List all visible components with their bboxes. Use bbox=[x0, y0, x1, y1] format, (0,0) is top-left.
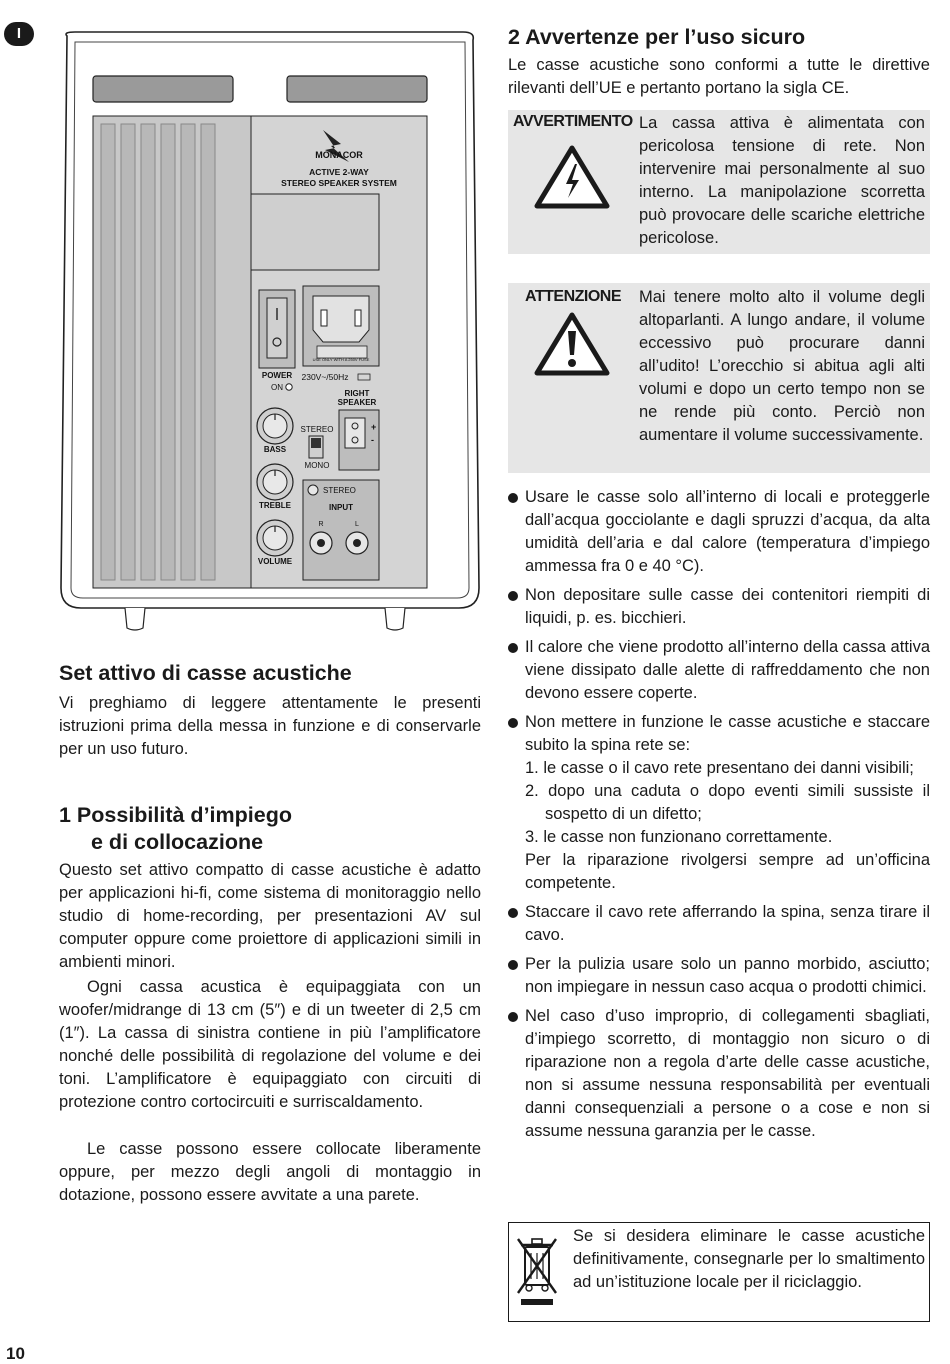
intro-paragraph: Vi preghiamo di leggere attentamente le presenti istruzioni prima della messa in funzione e di conservarle per un uso futuro. bbox=[59, 694, 481, 758]
on-label: ON bbox=[271, 383, 283, 392]
section2-intro-text: Le casse acustiche sono conformi a tutte le direttive rilevanti dell’UE e pertanto portano la sigla bbox=[508, 56, 930, 97]
fuse-label: USE ONLY WITH A 250V FUSE bbox=[312, 357, 370, 362]
brand-logo-text: MONACOR bbox=[315, 150, 363, 160]
bullet-text: Staccare il cavo rete afferrando la spina, senza tirare il cavo. bbox=[525, 903, 930, 944]
caution-box bbox=[508, 283, 930, 473]
list-item bbox=[508, 953, 930, 999]
bullet-text: Usare le casse solo all’interno di locali e proteggerle dall’acqua gocciolante e dagli spruzzi d’acqua, da alta umidità dell’aria e dal calore (temperatura d’impiego ammessa fra 0 e 40 °C). bbox=[525, 488, 930, 575]
bass-label: BASS bbox=[263, 445, 287, 454]
right-speaker-label-1: RIGHT bbox=[344, 389, 370, 398]
disposal-text: Se si desidera eliminare le casse acustiche definitivamente, consegnarle per lo smaltimento ad un’istituzione locale per il riciclaggio. bbox=[573, 1227, 925, 1291]
crossed-out-bin-icon bbox=[515, 1233, 559, 1309]
list-item bbox=[508, 584, 930, 630]
bullet-icon bbox=[508, 493, 518, 503]
bullet-icon bbox=[508, 960, 518, 970]
volume-label: VOLUME bbox=[257, 557, 293, 566]
treble-label: TREBLE bbox=[259, 501, 291, 510]
input-r-label: R bbox=[318, 521, 324, 528]
bullet-text: Non mettere in funzione le casse acustiche e staccare subito la spina rete se: bbox=[525, 713, 930, 754]
plus-terminal-label: + bbox=[371, 422, 377, 432]
bullet-icon bbox=[508, 1012, 518, 1022]
section2-intro bbox=[508, 54, 930, 100]
sub-list-item: 2. dopo una caduta o dopo eventi simili sussiste il sospetto di un difetto; bbox=[525, 782, 930, 823]
document-title: Set attivo di casse acustiche bbox=[59, 661, 352, 685]
page-number: 10 bbox=[6, 1344, 25, 1363]
bullet-icon bbox=[508, 908, 518, 918]
input-l-label: L bbox=[355, 521, 359, 528]
speaker-rear-panel-illustration bbox=[55, 28, 485, 633]
section1-paragraph-2: Ogni cassa acustica è equipaggiata con un woofer/midrange di 13 cm (5″) e di un tweeter di 2,5 cm (1″). La cassa di sinistra contiene in più l’amplificatore nonché delle possibilità di regolazione del volume e dei toni. L’amplificatore è equipaggiato con circuiti di protezione contro cortocircuiti e surriscaldamento. bbox=[59, 978, 481, 1111]
list-item bbox=[508, 711, 930, 895]
list-item bbox=[508, 1005, 930, 1143]
bullet-text: Il calore che viene prodotto all’interno della cassa attiva viene dissipato dalle alette di raffreddamento che non devono essere coperte. bbox=[525, 638, 930, 702]
safety-bullet-list bbox=[508, 486, 930, 1149]
warning-box bbox=[508, 110, 930, 254]
section1-heading-line2: e di collocazione bbox=[91, 830, 264, 854]
bullet-icon bbox=[508, 643, 518, 653]
stereo-switch-label: STEREO bbox=[300, 425, 334, 434]
exclamation-warning-icon bbox=[534, 311, 610, 377]
numbered-sub-list bbox=[525, 757, 930, 849]
electric-hazard-icon bbox=[534, 144, 610, 210]
model-label-line1: ACTIVE 2-WAY bbox=[309, 167, 369, 177]
bullet-text: Non depositare sulle casse dei contenitori riempiti di liquidi, p. es. bicchieri. bbox=[525, 586, 930, 627]
section1-paragraph-3: Le casse possono essere collocate liberamente oppure, per mezzo degli angoli di montaggio in dotazione, possono essere avvitate a una parete. bbox=[59, 1140, 481, 1204]
bullet-text: Nel caso d’uso improprio, di collegamenti sbagliati, d’impiego scorretto, di montaggio non sicuro o di riparazione non a regola d’arte delle casse acustiche, non si assume nessuna responsabilità per eventuali danni consequenziali a persone o a cose e non si assume nessuna garanzia per le casse. bbox=[525, 1007, 930, 1140]
list-item bbox=[508, 901, 930, 947]
right-speaker-label-2: SPEAKER bbox=[337, 398, 377, 407]
minus-terminal-label: - bbox=[371, 435, 374, 445]
disposal-notice-box bbox=[508, 1222, 930, 1322]
sub-list-item: 3. le casse non funzionano correttamente. bbox=[525, 828, 833, 846]
language-badge: I bbox=[4, 22, 34, 46]
list-item bbox=[508, 636, 930, 705]
warning-text: La cassa attiva è alimentata con pericolosa tensione di rete. Non intervenire mai personalmente al suo interno. La manipolazione scorretta può provocare delle scariche elettriche pericolose. bbox=[639, 114, 925, 247]
model-label-line2: STEREO SPEAKER SYSTEM bbox=[281, 178, 397, 188]
section1-heading-line1: 1 Possibilità d’impiego bbox=[59, 803, 292, 827]
bullet-icon bbox=[508, 591, 518, 601]
warning-label: AVVERTIMENTO bbox=[513, 113, 633, 130]
bullet-outro-text: Per la riparazione rivolgersi sempre ad un’officina competente. bbox=[525, 851, 930, 892]
stereo-led-label: STEREO bbox=[323, 486, 356, 495]
sub-list-item: 1. le casse o il cavo rete presentano dei danni visibili; bbox=[525, 759, 914, 777]
input-label: INPUT bbox=[329, 503, 353, 512]
bullet-icon bbox=[508, 718, 518, 728]
list-item bbox=[508, 486, 930, 578]
section2-heading: 2 Avvertenze per l’uso sicuro bbox=[508, 25, 806, 49]
caution-text: Mai tenere molto alto il volume degli altoparlanti. A lungo andare, il volume eccessivo può procurare danni all’udito! L’orecchio si abitua agli alti volumi e dopo un certo tempo non se ne rende più conto. Perciò non aumentare il volume successivamente. bbox=[639, 288, 925, 444]
voltage-label: 230V~/50Hz bbox=[301, 372, 349, 382]
power-label: POWER bbox=[261, 371, 293, 380]
caution-label: ATTENZIONE bbox=[525, 288, 622, 305]
bullet-text: Per la pulizia usare solo un panno morbido, asciutto; non impiegare in nessun caso acqua o prodotti chimici. bbox=[525, 955, 930, 996]
ce-mark: CE. bbox=[821, 79, 850, 97]
mono-label: MONO bbox=[304, 461, 330, 470]
section1-paragraph-1: Questo set attivo compatto di casse acustiche è adatto per applicazioni hi-fi, come sistema di monitoraggio nello studio di home-recording, per presentazioni AV sul computer oppure come proiettore di applicazioni simili in ambienti minori. bbox=[59, 861, 481, 971]
